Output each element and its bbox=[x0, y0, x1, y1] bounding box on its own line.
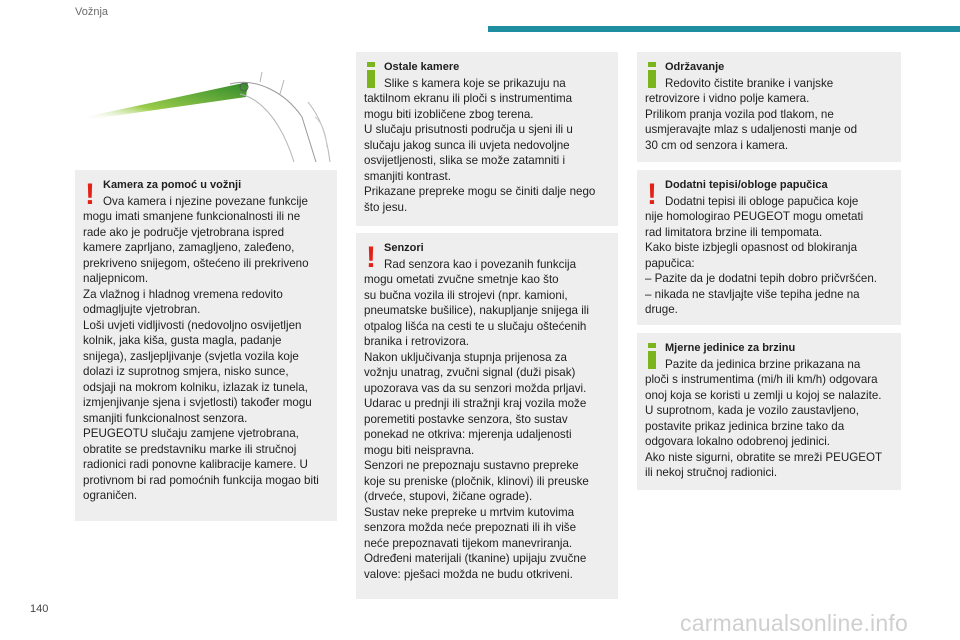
info-icon bbox=[645, 62, 659, 92]
box-text-lines bbox=[364, 91, 610, 215]
box-text-line: dolazi iz suprotnog smjera, nisko sunce, bbox=[83, 365, 289, 378]
header-accent-bar bbox=[488, 26, 960, 32]
box-text-line: izmjenjivanje sjena i svjetlosti) također mogu bbox=[83, 396, 312, 409]
box-text-line: onoj koja se koristi u zemlji u kojoj se nalazite. bbox=[645, 388, 882, 402]
box-text-line: vožnju unatrag, zvučni signal (duži pisak) bbox=[364, 366, 576, 379]
info-icon bbox=[645, 343, 659, 373]
sensors-warning-box bbox=[356, 233, 618, 599]
box-text-line: 30 cm od senzora i kamera. bbox=[645, 138, 789, 152]
box-text-line: (drveće, stupovi, žičane ograde). bbox=[364, 490, 533, 503]
box-text-line: poremetiti postavke senzora, što sustav bbox=[364, 412, 568, 426]
page-number: 140 bbox=[30, 603, 49, 615]
other-cameras-info-box bbox=[356, 52, 618, 226]
box-text-line: radionici radi ponovne kalibracije kamere. U bbox=[83, 458, 308, 471]
box-text: Dodatni tepisi ili obloge papučica koje bbox=[665, 194, 859, 208]
windshield-camera-illustration bbox=[80, 62, 338, 162]
box-text-line: valove: pješaci možda ne budu otkriveni. bbox=[364, 567, 573, 581]
box-title: Održavanje bbox=[665, 61, 725, 73]
box-text-line: Prilikom pranja vozila pod tlakom, ne bbox=[645, 107, 834, 121]
box-text-line: pneumatske bušilice), nakupljanje snijega ili bbox=[364, 304, 589, 317]
box-text-line: Senzori ne prepoznaju sustavno prepreke bbox=[364, 459, 579, 472]
box-text: Redovito čistite branike i vanjske bbox=[665, 76, 834, 90]
box-text-line: smanjiti kontrast. bbox=[364, 169, 451, 183]
box-text-line: Prikazane prepreke mogu se činiti dalje nego bbox=[364, 185, 596, 198]
box-text-line: odsjaji na mokrom kolniku, izlazak iz tunela, bbox=[83, 380, 308, 394]
box-text-line: PEUGEOTU slučaju zamjene vjetrobrana, bbox=[83, 427, 299, 440]
box-text-line: – nikada ne stavljajte više tepiha jedne na bbox=[645, 287, 860, 301]
box-text: Slike s kamera koje se prikazuju na bbox=[384, 76, 566, 90]
speed-units-info-box bbox=[637, 333, 901, 490]
box-text-line: U suprotnom, kada je vozilo zaustavljeno, bbox=[645, 404, 859, 417]
box-text-line: mogu biti neispravna. bbox=[364, 443, 475, 457]
box-text-line: Određeni materijali (tkanine) upijaju zvučne bbox=[364, 552, 587, 565]
box-text-line: U slučaju prisutnosti područja u sjeni ili u bbox=[364, 123, 573, 136]
box-text-line: papučica: bbox=[645, 256, 695, 270]
box-text-lines bbox=[645, 372, 893, 481]
box-text-line: Nakon uključivanja stupnja prijenosa za bbox=[364, 350, 568, 364]
box-text-line: smanjiti funkcionalnost senzora. bbox=[83, 411, 248, 425]
box-text-line: mogu ometati zvučne smetnje kao što bbox=[364, 273, 559, 286]
maintenance-info-box bbox=[637, 52, 901, 162]
camera-assist-warning-box bbox=[75, 170, 337, 521]
box-text-line: neće prepoznavati tijekom manevriranja. bbox=[364, 536, 573, 550]
warning-icon: ! bbox=[85, 178, 95, 211]
box-text-lines bbox=[83, 209, 329, 504]
box-text-line: naljepnicom. bbox=[83, 272, 149, 285]
box-text: Pazite da jedinica brzine prikazana na bbox=[665, 357, 861, 371]
box-text-line: Ako niste sigurni, obratite se mreži PEUGEOT bbox=[645, 450, 883, 464]
section-title: Vožnja bbox=[75, 6, 109, 18]
box-text-line: upozorava vas da su senzori možda prljavi. bbox=[364, 381, 587, 395]
box-text-line: taktilnom ekranu ili ploči s instrumentima bbox=[364, 92, 573, 105]
box-text-line: senzora možda neće prepoznati ili ih više bbox=[364, 521, 577, 534]
box-text-line: Sustav neke prepreke u mrtvim kutovima bbox=[364, 505, 575, 519]
box-text-line: prekriveno snijegom, oštećeno ili prekriveno bbox=[83, 256, 309, 270]
box-text-line: Loši uvjeti vidljivosti (nedovoljno osvijetljen bbox=[83, 318, 302, 332]
box-text-line: retrovizore i vidno polje kamera. bbox=[645, 92, 810, 105]
box-text-line: nije homologirao PEUGEOT mogu ometati bbox=[645, 210, 864, 223]
box-title: Dodatni tepisi/obloge papučica bbox=[665, 179, 828, 191]
box-text-line: Za vlažnog i hladnog vremena redovito bbox=[83, 287, 283, 301]
box-text-line: osvijetljenosti, slika se može zatamniti i bbox=[364, 154, 566, 167]
box-title: Mjerne jedinice za brzinu bbox=[665, 342, 796, 354]
box-text-line: kolnik, jaka kiša, gusta magla, padanje bbox=[83, 334, 282, 347]
box-text-line: slučaju jakog sunca ili uvjeta nedovoljne bbox=[364, 138, 570, 152]
box-text-line: usmjeravajte mlaz s udaljenosti manje od bbox=[645, 123, 858, 136]
warning-icon: ! bbox=[647, 178, 657, 211]
box-text-line: postavite prikaz jedinica brzine tako da bbox=[645, 419, 845, 433]
box-text-line: druge. bbox=[645, 303, 678, 316]
box-text-line: ploči s instrumentima (mi/h ili km/h) odgovara bbox=[645, 373, 878, 386]
box-text-lines bbox=[645, 91, 893, 153]
box-text-line: su bučna vozila ili strojevi (npr. kamioni, bbox=[364, 288, 568, 302]
camera-view-beam bbox=[85, 82, 248, 120]
box-text-line: što jesu. bbox=[364, 200, 408, 214]
box-text-line: kamere zaprljano, zamagljeno, zaleđeno, bbox=[83, 241, 295, 254]
info-icon bbox=[364, 62, 378, 92]
watermark: carmanualsonline.info bbox=[680, 610, 908, 636]
box-text-line: ponekad ne otkriva: mjerenja udaljenosti bbox=[364, 428, 572, 441]
box-text-line: koje su preniske (pločnik, klinovi) ili preuske bbox=[364, 474, 589, 488]
box-text-line: odmagljujte vjetrobran. bbox=[83, 303, 201, 316]
box-text-line: ograničen. bbox=[83, 489, 138, 502]
box-text-line: Udarac u prednji ili stražnji kraj vozila može bbox=[364, 397, 587, 410]
box-text-lines bbox=[645, 209, 893, 318]
box-text-line: – Pazite da je dodatni tepih dobro pričvršćen. bbox=[645, 272, 878, 285]
box-text: Rad senzora kao i povezanih funkcija bbox=[384, 257, 577, 271]
box-text-lines bbox=[364, 272, 610, 582]
box-text-line: Kako biste izbjegli opasnost od blokiranja bbox=[645, 241, 858, 254]
box-text-line: snijega), zasljepljivanje (svjetla vozila koje bbox=[83, 349, 299, 363]
box-title: Senzori bbox=[384, 242, 424, 254]
box-text: Ova kamera i njezine povezane funkcije bbox=[103, 194, 308, 208]
box-text-line: rade ako je područje vjetrobrana ispred bbox=[83, 225, 285, 239]
warning-icon: ! bbox=[366, 241, 376, 274]
box-text-line: mogu biti izobličene zbog terena. bbox=[364, 107, 534, 121]
box-title: Kamera za pomoć u vožnji bbox=[103, 179, 242, 191]
box-text-line: obratite se predstavniku marke ili stručnoj bbox=[83, 442, 297, 456]
box-text-line: otpalog lišća na cesti te u slučaju oštećenih bbox=[364, 319, 587, 333]
box-text-line: rad limitatora brzine ili tempomata. bbox=[645, 225, 823, 239]
pedal-mats-warning-box bbox=[637, 170, 901, 325]
box-text-line: odgovara lokalno odobrenoj jedinici. bbox=[645, 435, 830, 448]
box-text-line: branika i retrovizora. bbox=[364, 335, 470, 348]
box-text-line: protivnom bi rad pomoćnih funkcija mogao biti bbox=[83, 473, 319, 487]
box-text-line: ili nekoj stručnoj radionici. bbox=[645, 466, 778, 479]
box-title: Ostale kamere bbox=[384, 61, 460, 73]
box-text-line: mogu imati smanjene funkcionalnosti ili ne bbox=[83, 210, 301, 223]
